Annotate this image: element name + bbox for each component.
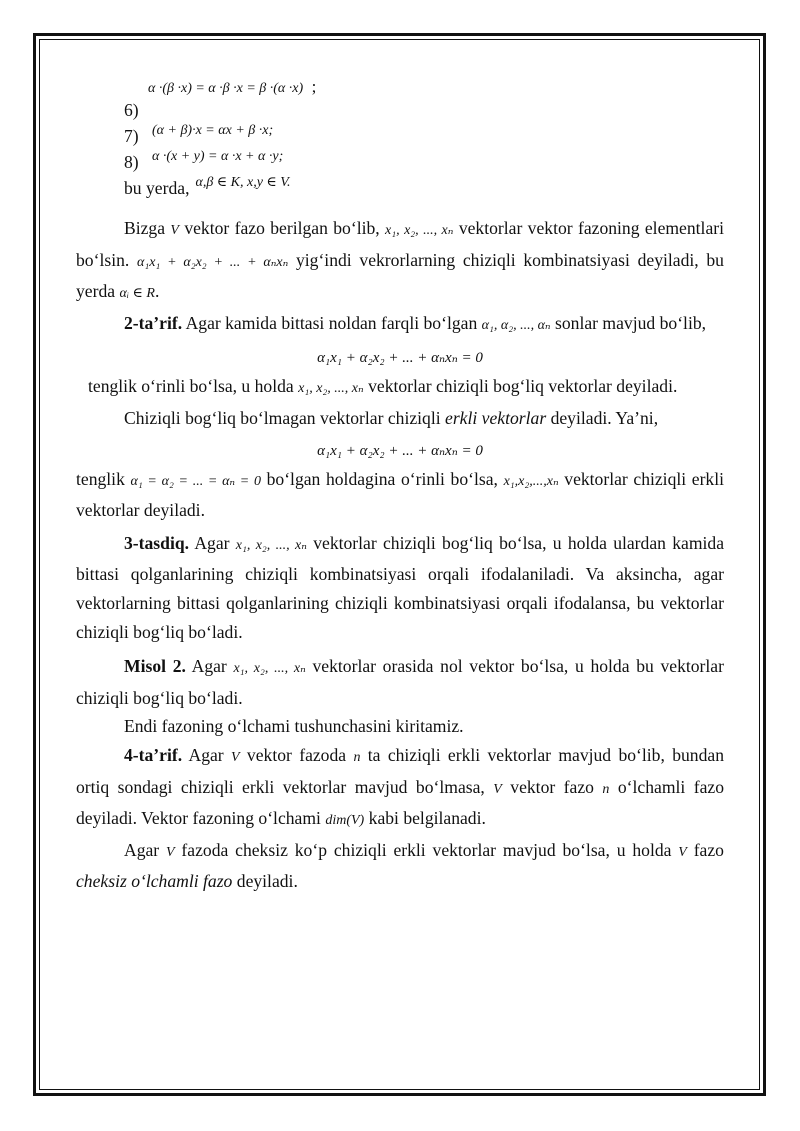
text: o‘lchamli fazo deyiladi. Vektor fazoning o‘lchami <box>76 776 724 829</box>
math-dim: dim(V) <box>325 813 365 829</box>
text: fazoda cheksiz ko‘p chiziqli erkli vektorlar mavjud bo‘lsa, u holda <box>181 839 672 860</box>
text: Agar kamida bittasi noldan farqli bo‘lgan <box>185 312 478 333</box>
text: vektor fazo <box>510 776 594 797</box>
text: deyiladi. Ya’ni, <box>550 407 659 428</box>
formula: (α + β)·x = αx + β ·x; <box>152 123 274 138</box>
paragraph-independent-cont <box>76 465 724 525</box>
emphasis-term: cheksiz o‘lchamli fazo <box>76 871 233 892</box>
math-n: n <box>353 749 361 765</box>
math-V: V <box>678 844 687 860</box>
text: Agar <box>188 744 224 765</box>
property-number: 8) <box>124 152 139 172</box>
text: Agar <box>191 656 227 677</box>
text: vektorlar orasida nol vektor bo‘lsa, u holda bu vektorlar chiziqli bog‘liq bo‘ladi. <box>76 656 724 708</box>
math-vectors: x₁, x₂, ..., xₙ <box>233 661 306 677</box>
text: vektorlar chiziqli bog‘liq vektorlar deyiladi. <box>368 376 678 397</box>
text: Endi fazoning o‘lchami tushunchasini kiritamiz. <box>124 716 464 737</box>
text: Agar <box>194 532 230 553</box>
paragraph-dimension-intro <box>76 712 724 741</box>
text: deyiladi. <box>236 871 298 892</box>
math-condition: α₁ = α₂ = ... = αₙ = 0 <box>130 473 261 489</box>
math-V: V <box>166 844 175 860</box>
paragraph-independent <box>76 404 724 433</box>
formula: α ·(x + y) = α ·x + α ·y; <box>152 149 284 164</box>
formula: α ·(β ·x) = α ·β ·x = β ·(α ·x) <box>148 81 304 96</box>
text: vektorlar chiziqli bog‘liq bo‘lsa, u holda ulardan kamida bittasi qolganlarining chiziqli kombinatsiyasi orqali ifodalaniladi. Va aksincha, agar vektorlarning bittasi qolganlarining chiziqli kombinatsiyasi orqali ifodalansa, bu vektorlar chiziqli bog‘liq bo‘ladi. <box>76 532 724 642</box>
text: kabi belgilanadi. <box>368 808 486 829</box>
text: vektor fazo berilgan bo‘lib, <box>184 218 380 238</box>
text: Agar <box>124 839 160 860</box>
math-vectors: x₁, x₂, ..., xₙ <box>298 381 364 397</box>
text: sonlar mavjud bo‘lib, <box>555 312 707 333</box>
text: vektorlar vektor fazoning elementlari bo‘lsin. <box>76 218 724 270</box>
math-n: n <box>602 781 610 797</box>
math-V: V <box>231 749 240 765</box>
math-alphas: α₁, α₂, ..., αₙ <box>481 317 551 333</box>
equation-dependent <box>76 340 724 372</box>
text: tenglik o‘rinli bo‘lsa, u holda <box>88 376 294 397</box>
formula: α,β ∈ K, x,y ∈ V. <box>195 175 291 190</box>
paragraph-linear-combination <box>76 214 724 309</box>
math-combination: α₁x₁ + α₂x₂ + ... + αₙxₙ <box>137 254 289 270</box>
math-V: V <box>493 781 502 797</box>
example-label: Misol 2. <box>124 656 186 677</box>
definition-2 <box>76 309 724 341</box>
example-2 <box>76 652 724 712</box>
where-text: bu yerda, <box>124 178 190 198</box>
math-condition: αᵢ ∈ R <box>119 286 155 302</box>
math-equation: α₁x₁ + α₂x₂ + ... + αₙxₙ = 0 <box>317 442 483 459</box>
equation-independent <box>76 433 724 465</box>
paragraph-infinite-dim <box>76 836 724 896</box>
formula-semicolon: ; <box>311 77 317 96</box>
math-vectors: x₁,x₂,...,xₙ <box>503 473 559 489</box>
definition-label: 2-ta’rif. <box>124 312 183 333</box>
math-equation: α₁x₁ + α₂x₂ + ... + αₙxₙ = 0 <box>317 350 483 367</box>
text: ta chiziqli erkli vektorlar mavjud bo‘lib, bundan ortiq sondagi chiziqli erkli vektorlar mavjud bo‘lmasa, <box>76 744 724 797</box>
property-number: 6) <box>124 100 139 120</box>
page-content <box>76 76 724 896</box>
text: tenglik <box>76 468 125 489</box>
text: vektor fazoda <box>246 744 347 765</box>
property-8 <box>76 148 724 174</box>
math-vectors: x₁, x₂, ..., xₙ <box>235 537 307 553</box>
definition-label: 4-ta’rif. <box>124 744 183 765</box>
definition-2-cont <box>76 372 724 404</box>
statement-label: 3-tasdiq. <box>124 532 190 553</box>
text: vektorlar chiziqli erkli vektorlar deyiladi. <box>76 468 725 521</box>
property-6-formula <box>76 76 724 96</box>
definition-4 <box>76 741 724 836</box>
where-line <box>76 174 724 200</box>
text: . <box>154 281 160 302</box>
property-number: 7) <box>124 126 139 146</box>
text: fazo <box>693 839 724 860</box>
math-V: V <box>170 223 179 238</box>
text: Chiziqli bog‘liq bo‘lmagan vektorlar chiziqli <box>124 407 441 428</box>
emphasis-term: erkli vektorlar <box>445 407 547 428</box>
text: Bizga <box>124 218 166 238</box>
text: bo‘lgan holdagina o‘rinli bo‘lsa, <box>266 468 498 489</box>
text: yig‘indi vekrorlarning chiziqli kombinatsiyasi deyiladi, bu yerda <box>76 249 724 302</box>
math-vectors: x₁, x₂, ..., xₙ <box>385 223 454 238</box>
statement-3 <box>76 529 724 646</box>
